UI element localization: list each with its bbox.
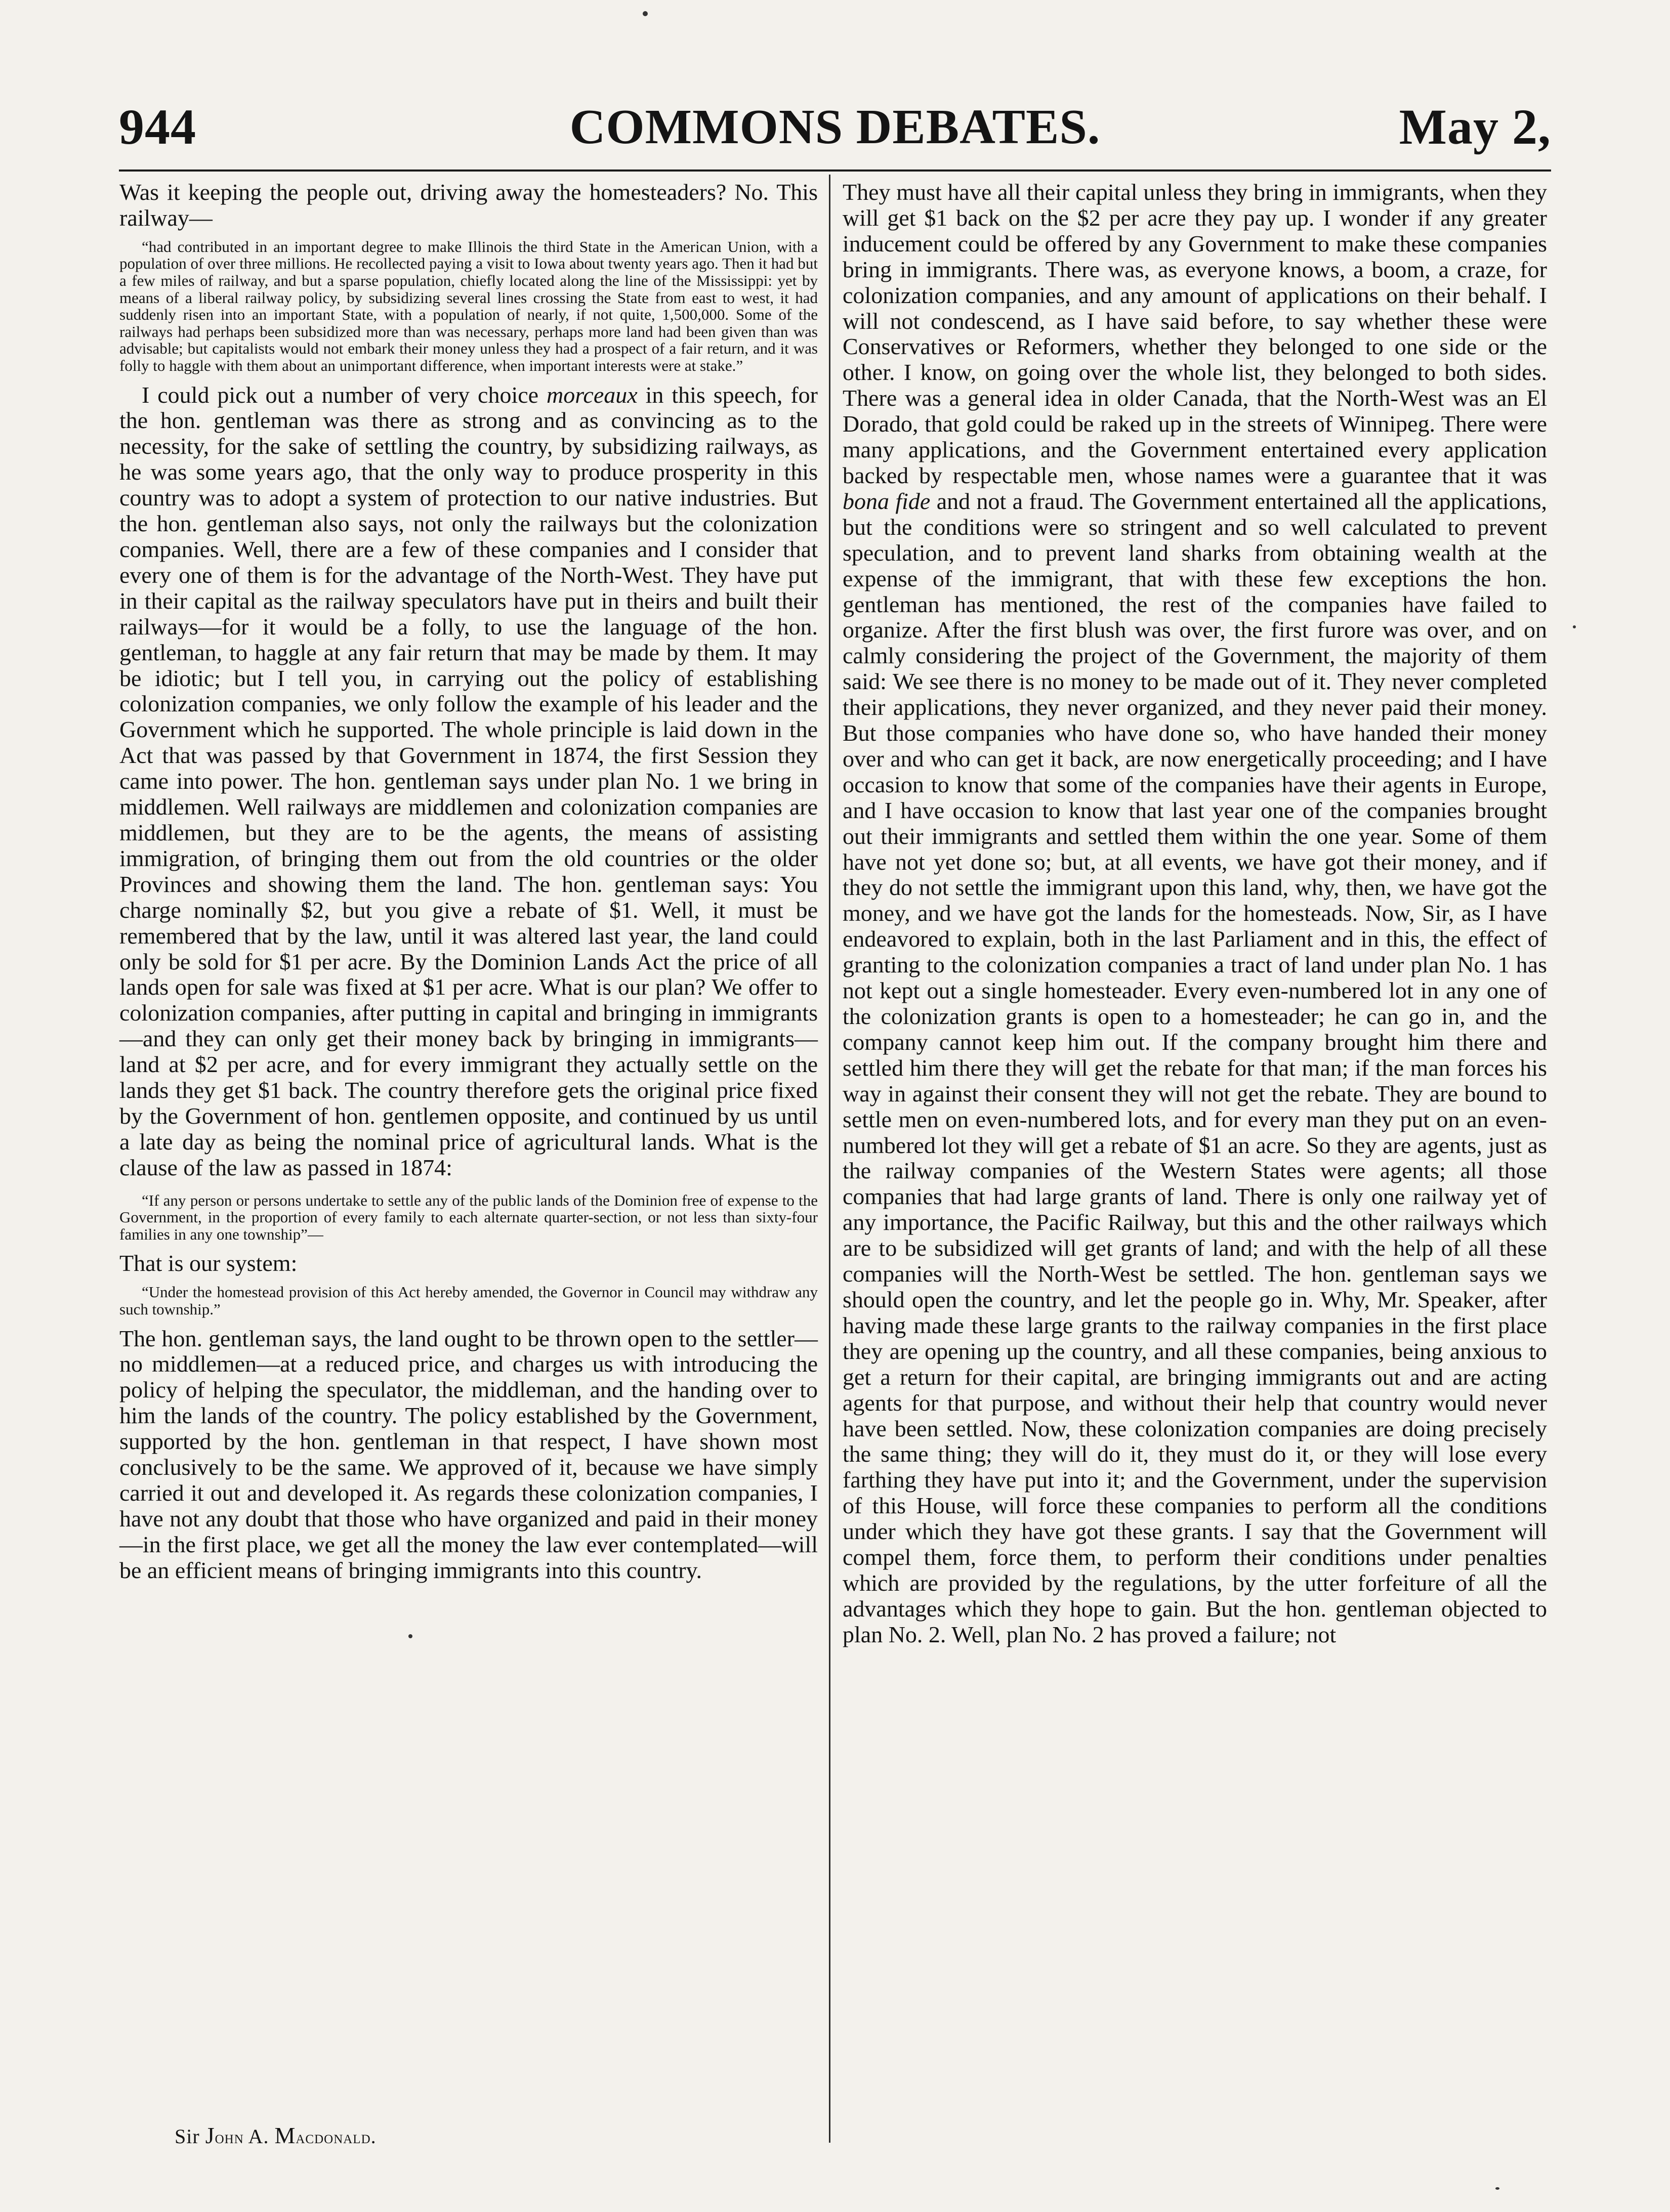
quote-act-1874: “If any person or persons undertake to settle any of the public lands of the Dominion free of expense to the Government, in the proportion of every family to each alternate quarter-section, or not less than sixty-four families in any one township”— — [119, 1191, 818, 1243]
signature-last-initial: M — [274, 2122, 296, 2148]
paragraph-capital — [843, 180, 1547, 1648]
paragraph-system: That is our system: — [119, 1250, 298, 1277]
print-speck — [1573, 625, 1576, 628]
page-header — [119, 99, 1551, 160]
quote-illinois: “had contributed in an important degree to make Illinois the third State in the American Union, with a population of over three millions. He recollected paying a visit to Iowa about twenty years ago. Then it had but a few miles of railway, and but a sparse population, chiefly located along the line of the Mississippi: yet by means of a liberal railway policy, by subsidizing several lines crossing the State from east to west, it had suddenly risen into an important State, with a population of nearly, if not quite, 1,500,000. Some of the railways had perhaps been subsidized more than was necessary, perhaps more land had been given than was advisable; but capitalists would not embark their money unless they had a prospect of a fair return, and it was folly to haggle with them about an unimportant difference, when important interests were at stake.” — [119, 237, 818, 374]
print-speck — [643, 11, 648, 16]
paragraph-morceaux-rest: in this speech, for the hon. gentleman was there as strong and as convincing as to the necessity, for the sake of settling the country, by subsidizing railways, as he was some years ago, that the only way to produce prosperity in this country was to adopt a system of protection to our native industries. But the hon. gentleman also says, not only the railways but the colonization companies. Well, there are a few of these companies and I consider that every one of them is for the advantage of the North-West. They have put in their capital as the railway speculators have put in theirs and built their railways—for it would be a folly, to use the language of the hon. gentleman, to haggle at any fair return that may be made by them. It may be idiotic; but I tell you, in carrying out the policy of establishing colonization companies, we only follow the example of his leader and the Government which he supported. The whole principle is laid down in the Act that was passed by that Government in 1874, the first Session they came into power. The hon. gentleman says under plan No. 1 we bring in middlemen. Well railways are middlemen and colonization companies are middlemen, but they are to be the agents, the means of assisting immigration, of bringing them out from the old countries or the older Provinces and showing them the land. The hon. gentleman says: You charge nominally $2, but you give a rebate of $1. Well, it must be remembered that by the law, until it was altered last year, the land could only be sold for $1 per acre. By the Dominion Lands Act the price of all lands open for sale was fixed at $1 per acre. What is our plan? We offer to colonization companies, after putting in capital and bringing in immigrants—and they can only get their money back by bringing in immigrants—land at $2 per acre, and for every immigrant they actually settle on the lands they get $1 back. The country therefore gets the original price fixed by the Government of hon. gentlemen opposite, and continued by us until a late day as being the nominal price of agricultural lands. What is the clause of the law as passed in 1874: — [119, 381, 818, 1180]
paragraph-capital-rest: and not a fraud. The Government entertained all the applications, but the conditions were so stringent and so well calculated to prevent speculation, and to prevent land sharks from obtaining wealth at the expense of the immigrant, that with these few exceptions the hon. gentleman has mentioned, the rest of the companies have failed to organize. After the first blush was over, the first furore was over, and on calmly considering the project of the Government, the majority of them said: We see there is no money to be made out of it. They never completed their applications, they never organized, and they never paid their money. But those companies who have done so, who have handed their money over and who can get it back, are now energetically proceeding; and I have occasion to know that some of the companies have their agents in Europe, and I have occasion to know that last year one of the companies brought out their immigrants and settled them within the one year. Some of them have not yet done so; but, at all events, we have got their money, and if they do not settle the immigrant upon this land, why, then, we have got the money, and we have got the lands for the homesteads. Now, Sir, as I have endeavored to explain, both in the last Parliament and in this, the effect of granting to the colonization companies a tract of land under plan No. 1 has not kept out a single homesteader. Every even-numbered lot in any one of the colonization grants is open to a homesteader; he can go in, and the company cannot keep him out. If the company brought him there and settled him there they will get the rebate for that man; if the man forces his way in against their consent they will not get the rebate. They are bound to settle men on even-numbered lots, and for every man they put on an even-numbered lot they will get a rebate of $1 an acre. So they are agents, just as the railway companies of the Western States were agents; all those companies that had large grants of land. There is only one railway yet of any importance, the Pacific Railway, but this and the other railways which are to be subsidized will get grants of land; and with the help of all these companies will the North-West be settled. The hon. gentleman says we should open the country, and let the people go in. Why, Mr. Speaker, after having made these large grants to the railway companies in the first place they are opening up the country, and all these companies, being anxious to get a return for their capital, are bringing immigrants out and are acting agents for that purpose, and without their help that country would never have been settled. Now, these colonization companies are doing precisely the same thing; they will do it, they must do it, or they will lose every farthing they have put into it; and the Government, under the supervision of this House, will force these companies to perform all the conditions under which they have got these grants. I say that the Government will compel them, force them, to perform their conditions under penalties which are provided by the regulations, by the utter forfeiture of all the advantages which they hope to gain. But the hon. gentleman objected to plan No. 2. Well, plan No. 2 has proved a failure; not — [843, 488, 1547, 1647]
signature-last-rest: acdonald — [296, 2127, 371, 2147]
italic-morceaux: morceaux — [547, 381, 638, 408]
paragraph-homesteaders: Was it keeping the people out, driving away the homesteaders? No. This railway— — [119, 179, 818, 231]
left-column — [119, 180, 818, 1584]
italic-bona-fide: bona fide — [843, 488, 931, 514]
signature-first-rest: ohn — [215, 2127, 244, 2147]
print-speck — [408, 1634, 412, 1638]
signature-prefix: Sir — [175, 2125, 205, 2148]
paragraph-capital-start: They must have all their capital unless they bring in immigrants, when they will get $1 back on the $2 per acre they pay up. I wonder if any greater inducement could be offered by any Government to make these companies bring in immigrants. There was, as everyone knows, a boom, a craze, for colonization companies, and any amount of applications on their behalf. I will not condescend, as I have said before, to say whether these were Conservatives or Reformers, whether they belonged to one side or the other. I know, on going over the whole list, they belonged to both sides. There was a general idea in older Canada, that the North-West was an El Dorado, that gold could be raked up in the streets of Winnipeg. There were many applications, and the Government entertained every application backed by respectable men, whose names were a guarantee that it was — [843, 179, 1547, 488]
signature-middle: A. — [243, 2125, 275, 2148]
signature-suffix: . — [370, 2125, 377, 2148]
right-column — [843, 180, 1547, 1648]
speaker-signature — [175, 2124, 377, 2149]
paragraph-thrown-open: The hon. gentleman says, the land ought to be thrown open to the settler—no middlemen—at a reduced price, and charges us with introducing the policy of helping the speculator, the middleman, and the handing over to him the lands of the country. The policy established by the Government, supported by the hon. gentleman in that respect, I have shown most conclusively to be the same. We approved of it, because we have simply carried it out and developed it. As regards these colonization companies, I have not any doubt that those who have organized and paid in their money—in the first place, we get all the money the law ever contemplated—will be an efficient means of bringing immigrants into this country. — [119, 1325, 818, 1583]
header-rule — [119, 169, 1551, 172]
quote-homestead-provision: “Under the homestead provision of this Act hereby amended, the Governor in Council may withdraw any such township.” — [119, 1283, 818, 1318]
paragraph-morceaux-start: I could pick out a number of very choice — [142, 381, 547, 408]
print-speck — [1495, 2187, 1499, 2190]
page-date: May 2, — [1399, 99, 1551, 155]
column-divider — [829, 175, 830, 2143]
paragraph-morceaux — [119, 382, 818, 1181]
page-number: 944 — [119, 99, 196, 155]
publication-title: COMMONS DEBATES. — [569, 100, 1101, 154]
signature-first-initial: J — [205, 2122, 215, 2148]
